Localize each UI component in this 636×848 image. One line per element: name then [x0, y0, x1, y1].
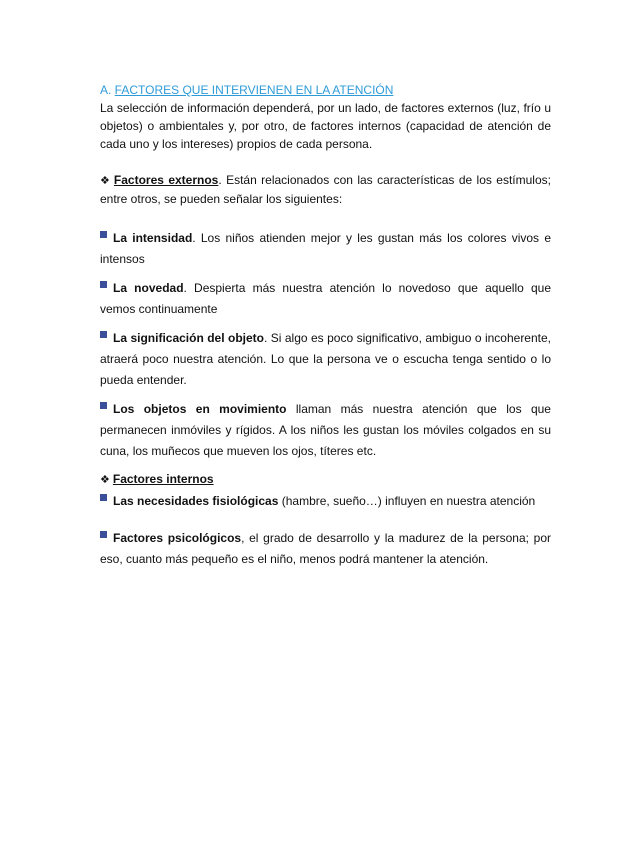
- item-term: La novedad: [113, 281, 184, 295]
- item-term: Los objetos en movimiento: [113, 402, 287, 416]
- document-content: [100, 81, 551, 578]
- item-text: . Si algo es poco significativo, ambiguo o incoherente, atraerá poco nuestra atención. Lo que la persona ve o escucha tenga sentido o lo pueda entender.: [100, 331, 552, 387]
- list-item: [100, 491, 551, 512]
- list-item: [100, 399, 551, 462]
- list-item: [100, 278, 551, 320]
- internos-label: Factores internos: [112, 472, 214, 486]
- intro-paragraph: La selección de información dependerá, por un lado, de factores externos (luz, frío u objetos) o ambientales y, por otro, de factores internos (capacidad de atención de cada uno y los intereses) propios de cada persona.: [100, 101, 551, 151]
- item-term: Factores psicológicos: [113, 531, 242, 545]
- item-term: La significación del objeto: [113, 331, 264, 345]
- item-text: llaman más nuestra atención que los que permanecen inmóviles y rígidos. A los niños les gustan los móviles colgados en su cuna, los muñecos que mueven los ojos, títeres etc.: [100, 402, 551, 458]
- item-text: . Los niños atienden mejor y les gustan más los colores vivos e intensos: [100, 231, 551, 266]
- item-text: , el grado de desarrollo y la madurez de la persona; por eso, cuanto más pequeño es el niño, menos podrá mantener la atención.: [100, 531, 551, 566]
- diamond-bullet-icon: ❖: [100, 175, 111, 187]
- list-item: [100, 528, 551, 570]
- square-bullet-icon: [100, 494, 107, 501]
- square-bullet-icon: [100, 402, 107, 409]
- list-item: [100, 328, 551, 391]
- item-term: La intensidad: [113, 231, 193, 245]
- square-bullet-icon: [100, 331, 107, 338]
- heading-prefix: A.: [100, 83, 115, 97]
- externos-paragraph: [100, 171, 551, 208]
- diamond-bullet-icon: ❖: [100, 474, 110, 486]
- section-heading: [100, 81, 551, 99]
- externos-label: Factores externos: [113, 173, 219, 187]
- item-text: (hambre, sueño…) influyen en nuestra atención: [278, 494, 536, 508]
- heading-title: FACTORES QUE INTERVIENEN EN LA ATENCIÓN: [114, 83, 394, 97]
- item-text: . Despierta más nuestra atención lo novedoso que aquello que vemos continuamente: [100, 281, 551, 316]
- internos-heading: [100, 470, 551, 489]
- item-term: Las necesidades fisiológicas: [113, 494, 279, 508]
- square-bullet-icon: [100, 531, 107, 538]
- square-bullet-icon: [100, 281, 107, 288]
- list-item: [100, 228, 551, 270]
- square-bullet-icon: [100, 231, 107, 238]
- externos-text: . Están relacionados con las características de los estímulos; entre otros, se pueden señalar los siguientes:: [100, 173, 551, 206]
